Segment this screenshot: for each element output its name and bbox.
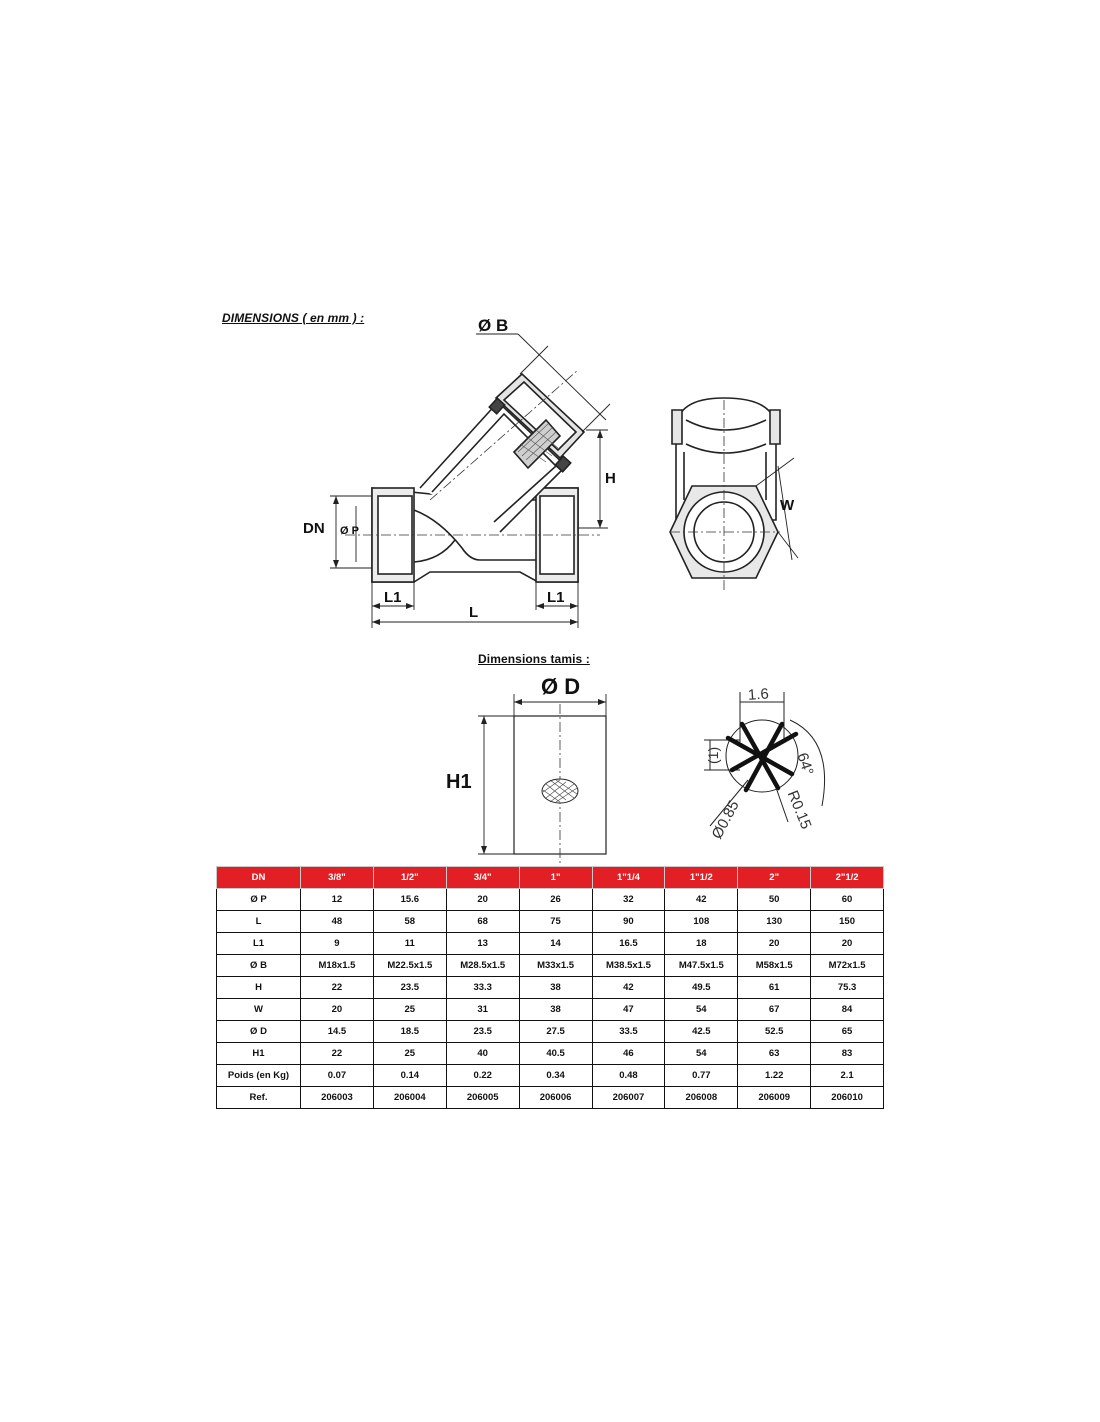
dimensions-title: DIMENSIONS ( en mm ) : xyxy=(222,311,365,325)
table-row xyxy=(217,1021,884,1043)
header-cell: 1"1/4 xyxy=(592,867,665,889)
table-cell: 46 xyxy=(592,1043,665,1065)
table-cell: 54 xyxy=(665,1043,738,1065)
table-row xyxy=(217,889,884,911)
label-mesh-ref: (1) xyxy=(705,746,721,764)
row-label-cell: Poids (en Kg) xyxy=(217,1065,301,1087)
table-cell: 22 xyxy=(301,977,374,999)
row-label-cell: Ø D xyxy=(217,1021,301,1043)
table-row xyxy=(217,977,884,999)
table-cell: 67 xyxy=(738,999,811,1021)
table-cell: 75 xyxy=(519,911,592,933)
table-cell: 16.5 xyxy=(592,933,665,955)
table-cell: 58 xyxy=(373,911,446,933)
table-cell: 42.5 xyxy=(665,1021,738,1043)
table-cell: 61 xyxy=(738,977,811,999)
table-cell: 63 xyxy=(738,1043,811,1065)
table-cell: 31 xyxy=(446,999,519,1021)
table-header-row xyxy=(217,867,884,889)
table-cell: 42 xyxy=(665,889,738,911)
table-cell: 49.5 xyxy=(665,977,738,999)
table-cell: 40.5 xyxy=(519,1043,592,1065)
row-label-cell: Ø P xyxy=(217,889,301,911)
header-cell: 1" xyxy=(519,867,592,889)
table-cell: 206009 xyxy=(738,1087,811,1109)
row-label-cell: H xyxy=(217,977,301,999)
table-cell: M28.5x1.5 xyxy=(446,955,519,977)
row-label-cell: Ref. xyxy=(217,1087,301,1109)
table-cell: 1.22 xyxy=(738,1065,811,1087)
table-cell: 150 xyxy=(811,911,884,933)
table-cell: 9 xyxy=(301,933,374,955)
table-cell: 130 xyxy=(738,911,811,933)
table-cell: 23.5 xyxy=(446,1021,519,1043)
dimensions-table xyxy=(216,866,884,1109)
table-cell: 75.3 xyxy=(811,977,884,999)
table-cell: 20 xyxy=(301,999,374,1021)
table-cell: 13 xyxy=(446,933,519,955)
header-cell: 1"1/2 xyxy=(665,867,738,889)
table-row xyxy=(217,911,884,933)
table-row xyxy=(217,1043,884,1065)
table-cell: 33.5 xyxy=(592,1021,665,1043)
table-cell: 206003 xyxy=(301,1087,374,1109)
table-cell: 206005 xyxy=(446,1087,519,1109)
table-cell: 90 xyxy=(592,911,665,933)
table-cell: 38 xyxy=(519,999,592,1021)
table-cell: 20 xyxy=(811,933,884,955)
table-cell: 0.14 xyxy=(373,1065,446,1087)
table-cell: 2.1 xyxy=(811,1065,884,1087)
table-cell: 38 xyxy=(519,977,592,999)
table-cell: 25 xyxy=(373,1043,446,1065)
label-phi-p: Ø P xyxy=(340,525,359,537)
header-cell: 3/8" xyxy=(301,867,374,889)
table-cell: M22.5x1.5 xyxy=(373,955,446,977)
table-row xyxy=(217,1087,884,1109)
table-cell: 27.5 xyxy=(519,1021,592,1043)
table-row xyxy=(217,955,884,977)
header-cell: DN xyxy=(217,867,301,889)
table-cell: 15.6 xyxy=(373,889,446,911)
table-cell: 26 xyxy=(519,889,592,911)
label-mesh-wire: Ø0.85 xyxy=(708,797,743,842)
table-row xyxy=(217,933,884,955)
table-cell: 84 xyxy=(811,999,884,1021)
label-w: W xyxy=(780,497,795,514)
table-cell: 32 xyxy=(592,889,665,911)
table-cell: 42 xyxy=(592,977,665,999)
table-row xyxy=(217,999,884,1021)
row-label-cell: L1 xyxy=(217,933,301,955)
table-cell: 23.5 xyxy=(373,977,446,999)
table-cell: 48 xyxy=(301,911,374,933)
table-cell: 68 xyxy=(446,911,519,933)
table-cell: 22 xyxy=(301,1043,374,1065)
table-cell: 206010 xyxy=(811,1087,884,1109)
row-label-cell: H1 xyxy=(217,1043,301,1065)
table-cell: 50 xyxy=(738,889,811,911)
row-label-cell: Ø B xyxy=(217,955,301,977)
table-cell: M58x1.5 xyxy=(738,955,811,977)
table-cell: 20 xyxy=(738,933,811,955)
table-cell: 0.34 xyxy=(519,1065,592,1087)
table-cell: 65 xyxy=(811,1021,884,1043)
table-cell: M72x1.5 xyxy=(811,955,884,977)
label-l1-left: L1 xyxy=(384,589,402,606)
table-cell: 11 xyxy=(373,933,446,955)
table-cell: 206008 xyxy=(665,1087,738,1109)
table-cell: 0.48 xyxy=(592,1065,665,1087)
table-cell: 206007 xyxy=(592,1087,665,1109)
label-mesh-radius: R0.15 xyxy=(783,788,815,832)
row-label-cell: L xyxy=(217,911,301,933)
table-cell: 206004 xyxy=(373,1087,446,1109)
table-cell: 18.5 xyxy=(373,1021,446,1043)
label-h1: H1 xyxy=(446,771,472,793)
table-cell: 83 xyxy=(811,1043,884,1065)
table-cell: 14.5 xyxy=(301,1021,374,1043)
label-dn: DN xyxy=(303,520,325,537)
table-cell: 18 xyxy=(665,933,738,955)
table-cell: 0.77 xyxy=(665,1065,738,1087)
table-cell: 25 xyxy=(373,999,446,1021)
header-cell: 1/2" xyxy=(373,867,446,889)
header-cell: 2"1/2 xyxy=(811,867,884,889)
header-cell: 3/4" xyxy=(446,867,519,889)
label-phi-b: Ø B xyxy=(478,316,509,335)
label-mesh-pitch: 1.6 xyxy=(747,685,770,704)
table-cell: M18x1.5 xyxy=(301,955,374,977)
header-cell: 2" xyxy=(738,867,811,889)
label-h: H xyxy=(605,470,616,487)
table-cell: 108 xyxy=(665,911,738,933)
label-mesh-angle: 64° xyxy=(793,750,817,778)
table-cell: 52.5 xyxy=(738,1021,811,1043)
label-l: L xyxy=(469,604,479,621)
table-cell: 54 xyxy=(665,999,738,1021)
table-cell: 12 xyxy=(301,889,374,911)
label-l1-right: L1 xyxy=(547,589,565,606)
table-cell: 40 xyxy=(446,1043,519,1065)
table-row xyxy=(217,1065,884,1087)
table-cell: M33x1.5 xyxy=(519,955,592,977)
row-label-cell: W xyxy=(217,999,301,1021)
table-cell: 47 xyxy=(592,999,665,1021)
table-cell: 0.07 xyxy=(301,1065,374,1087)
tamis-title: Dimensions tamis : xyxy=(478,652,590,666)
table-cell: 60 xyxy=(811,889,884,911)
table-cell: M38.5x1.5 xyxy=(592,955,665,977)
table-cell: 20 xyxy=(446,889,519,911)
table-cell: 206006 xyxy=(519,1087,592,1109)
label-phi-d: Ø D xyxy=(541,674,581,699)
table-cell: 0.22 xyxy=(446,1065,519,1087)
table-cell: M47.5x1.5 xyxy=(665,955,738,977)
table-cell: 14 xyxy=(519,933,592,955)
table-cell: 33.3 xyxy=(446,977,519,999)
